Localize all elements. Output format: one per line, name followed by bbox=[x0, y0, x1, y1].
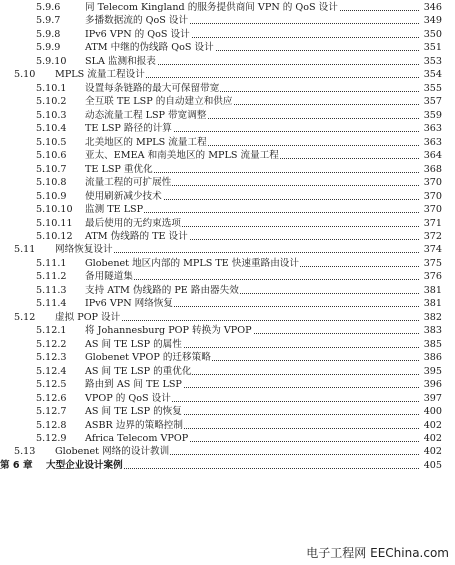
toc-page-number: 396 bbox=[420, 378, 442, 391]
toc-entry-number: 5.12.2 bbox=[36, 338, 67, 350]
toc-page-number: 364 bbox=[420, 149, 442, 162]
toc-subsection-entry[interactable] bbox=[0, 41, 455, 54]
toc-entry-title: ASBR 边界的策略控制 bbox=[85, 419, 183, 431]
toc-page-number: 376 bbox=[420, 270, 442, 283]
toc-entry-number: 5.9.9 bbox=[36, 42, 61, 54]
toc-entry-number: 5.11.2 bbox=[36, 271, 67, 283]
toc-section-entry[interactable] bbox=[0, 445, 455, 458]
toc-entry-number: 5.12.7 bbox=[36, 406, 67, 418]
toc-entry-title: SLA 监测和报表 bbox=[85, 55, 156, 67]
toc-entry-number: 5.12.9 bbox=[36, 433, 67, 444]
toc-entry-number: 5.13 bbox=[14, 446, 36, 458]
toc-page-number: 368 bbox=[420, 163, 442, 176]
toc-page-number: 402 bbox=[420, 432, 442, 445]
toc-section-entry[interactable] bbox=[0, 68, 455, 81]
toc-page-number: 355 bbox=[420, 82, 442, 95]
toc-entry-title: Globenet 网络的设计教训 bbox=[55, 446, 170, 458]
toc-entry-title: Globenet 地区内部的 MPLS TE 快速重路由设计 bbox=[85, 257, 299, 269]
toc-entry-number: 5.11.1 bbox=[36, 257, 67, 269]
toc-subsection-entry[interactable] bbox=[0, 217, 455, 230]
toc-subsection-entry[interactable] bbox=[0, 14, 455, 27]
toc-entry-title: 多播数据流的 QoS 设计 bbox=[85, 15, 189, 27]
toc-entry-title: 流量工程的可扩展性 bbox=[85, 177, 172, 189]
toc-section-entry[interactable] bbox=[0, 243, 455, 256]
toc-page-number: 354 bbox=[420, 68, 442, 81]
toc-entry-number: 5.12.1 bbox=[36, 325, 67, 337]
toc-entry-title: 路由到 AS 间 TE LSP bbox=[85, 379, 182, 391]
toc-page-number: 375 bbox=[420, 257, 442, 270]
toc-entry-title: 全互联 TE LSP 的自动建立和供应 bbox=[85, 96, 233, 108]
toc-subsection-entry[interactable] bbox=[0, 270, 455, 283]
toc-entry-number: 5.12.6 bbox=[36, 392, 67, 404]
toc-entry-number: 5.11.3 bbox=[36, 284, 67, 296]
toc-entry-title: 网络恢复设计 bbox=[55, 244, 113, 256]
toc-entry-number: 5.10.10 bbox=[36, 204, 73, 216]
toc-subsection-entry[interactable] bbox=[0, 1, 455, 14]
toc-subsection-entry[interactable] bbox=[0, 338, 455, 351]
toc-subsection-entry[interactable] bbox=[0, 163, 455, 176]
toc-entry-number: 5.10.3 bbox=[36, 109, 67, 121]
toc-entry-title: AS 间 TE LSP 的恢复 bbox=[85, 406, 182, 418]
toc-entry-title: 亚太、EMEA 和南美地区的 MPLS 流量工程 bbox=[85, 150, 279, 162]
toc-entry-title: IPv6 VPN 的 QoS 设计 bbox=[85, 28, 190, 40]
toc-entry-number: 5.12 bbox=[14, 311, 36, 323]
toc-entry-number: 5.10.8 bbox=[36, 177, 67, 189]
toc-page-number: 385 bbox=[420, 338, 442, 351]
toc-page-number: 405 bbox=[420, 459, 442, 472]
toc-page-number: 397 bbox=[420, 392, 442, 405]
toc-page-number: 381 bbox=[420, 297, 442, 310]
toc-subsection-entry[interactable] bbox=[0, 136, 455, 149]
toc-subsection-entry[interactable] bbox=[0, 149, 455, 162]
toc-entry-number: 5.10.11 bbox=[36, 217, 73, 229]
toc-subsection-entry[interactable] bbox=[0, 82, 455, 95]
toc-page-number: 363 bbox=[420, 136, 442, 149]
toc-page-number: 370 bbox=[420, 203, 442, 216]
toc-page-number: 383 bbox=[420, 324, 442, 337]
toc-subsection-entry[interactable] bbox=[0, 28, 455, 41]
toc-entry-number: 5.10.1 bbox=[36, 82, 67, 94]
toc-subsection-entry[interactable] bbox=[0, 284, 455, 297]
toc-entry-number: 5.10.6 bbox=[36, 150, 67, 162]
toc-entry-title: 北美地区的 MPLS 流量工程 bbox=[85, 136, 207, 148]
toc-page-number: 372 bbox=[420, 230, 442, 243]
toc-chapter-entry[interactable] bbox=[0, 459, 455, 472]
toc-entry-number: 5.9.7 bbox=[36, 15, 61, 27]
toc-page-number: 350 bbox=[420, 28, 442, 41]
toc-page-number: 353 bbox=[420, 55, 442, 68]
toc-entry-title: Africa Telecom VPOP bbox=[85, 433, 189, 444]
toc-subsection-entry[interactable] bbox=[0, 351, 455, 364]
toc-entry-title: 设置每条链路的最大可保留带宽 bbox=[85, 82, 220, 94]
toc-entry-number: 5.11.4 bbox=[36, 298, 67, 310]
toc-page-number: 370 bbox=[420, 190, 442, 203]
toc-subsection-entry[interactable] bbox=[0, 109, 455, 122]
toc-subsection-entry[interactable] bbox=[0, 324, 455, 337]
toc-entry-number: 5.9.6 bbox=[36, 2, 61, 13]
toc-entry-number: 5.9.8 bbox=[36, 28, 61, 40]
toc-subsection-entry[interactable] bbox=[0, 257, 455, 270]
toc-entry-title: Globenet VPOP 的迁移策略 bbox=[85, 352, 211, 364]
toc-subsection-entry[interactable] bbox=[0, 203, 455, 216]
toc-entry-number: 5.12.4 bbox=[36, 365, 67, 377]
toc-subsection-entry[interactable] bbox=[0, 95, 455, 108]
toc-entry-title: MPLS 流量工程设计 bbox=[55, 69, 145, 81]
toc-page-number: 402 bbox=[420, 419, 442, 432]
toc-entry-title: 支持 ATM 伪线路的 PE 路由器失效 bbox=[85, 284, 239, 296]
toc-entry-title: 将 Johannesburg POP 转换为 VPOP bbox=[85, 325, 252, 337]
toc-entry-title: TE LSP 路径的计算 bbox=[85, 123, 172, 135]
toc-section-entry[interactable] bbox=[0, 311, 455, 324]
toc-entry-title: AS 间 TE LSP 的属性 bbox=[85, 338, 182, 350]
toc-page-number: 357 bbox=[420, 95, 442, 108]
toc-entry-title: 监测 TE LSP bbox=[85, 204, 144, 216]
toc-page-number: 346 bbox=[420, 1, 442, 14]
toc-entry-number: 5.12.8 bbox=[36, 419, 67, 431]
toc-page-number: 349 bbox=[420, 14, 442, 27]
toc-entry-number: 5.10 bbox=[14, 69, 36, 81]
toc-subsection-entry[interactable] bbox=[0, 365, 455, 378]
toc-subsection-entry[interactable] bbox=[0, 432, 455, 445]
toc-entry-number: 5.10.4 bbox=[36, 123, 67, 135]
toc-entry-number: 5.11 bbox=[14, 244, 36, 256]
toc-entry-number: 5.12.3 bbox=[36, 352, 67, 364]
toc-entry-title: 虚拟 POP 设计 bbox=[55, 311, 121, 323]
toc-entry-number: 5.10.9 bbox=[36, 190, 67, 202]
toc-page-number: 363 bbox=[420, 122, 442, 135]
toc-page-number: 402 bbox=[420, 445, 442, 458]
toc-subsection-entry[interactable] bbox=[0, 190, 455, 203]
toc-subsection-entry[interactable] bbox=[0, 419, 455, 432]
toc-entry-title: TE LSP 重优化 bbox=[85, 163, 153, 175]
toc-entry-title: 最后使用的无约束选项 bbox=[85, 217, 181, 229]
toc-dot-leader bbox=[85, 270, 419, 280]
toc-subsection-entry[interactable] bbox=[0, 230, 455, 243]
toc-entry-title: 使用刷新减少技术 bbox=[85, 190, 162, 202]
watermark: 电子工程网 EEChina.com bbox=[306, 546, 449, 560]
toc-page-number: 351 bbox=[420, 41, 442, 54]
toc-entry-number: 5.9.10 bbox=[36, 55, 67, 67]
toc-page-number: 371 bbox=[420, 217, 442, 230]
toc-entry-number: 第 6 章 bbox=[0, 459, 33, 471]
toc-page-number: 370 bbox=[420, 176, 442, 189]
toc-page-number: 359 bbox=[420, 109, 442, 122]
toc-page-number: 382 bbox=[420, 311, 442, 324]
toc-entry-title: IPv6 VPN 网络恢复 bbox=[85, 298, 174, 310]
toc-page-number: 386 bbox=[420, 351, 442, 364]
toc-entry-title: 大型企业设计案例 bbox=[46, 459, 123, 471]
toc-subsection-entry[interactable] bbox=[0, 176, 455, 189]
toc-entry-title: ATM 中继的伪线路 QoS 设计 bbox=[85, 42, 214, 54]
toc-entry-title: 备用隧道集 bbox=[85, 271, 133, 283]
toc-subsection-entry[interactable] bbox=[0, 55, 455, 68]
toc-entry-number: 5.10.5 bbox=[36, 136, 67, 148]
toc-subsection-entry[interactable] bbox=[0, 297, 455, 310]
toc-subsection-entry[interactable] bbox=[0, 122, 455, 135]
toc-page-number: 395 bbox=[420, 365, 442, 378]
toc-entry-number: 5.12.5 bbox=[36, 379, 67, 391]
toc-page-number: 400 bbox=[420, 405, 442, 418]
toc-subsection-entry[interactable] bbox=[0, 378, 455, 391]
toc-entry-number: 5.10.7 bbox=[36, 163, 67, 175]
toc-subsection-entry[interactable] bbox=[0, 405, 455, 418]
table-of-contents bbox=[0, 1, 455, 472]
toc-entry-number: 5.10.2 bbox=[36, 96, 67, 108]
toc-entry-number: 5.10.12 bbox=[36, 230, 73, 242]
toc-page-number: 374 bbox=[420, 243, 442, 256]
toc-entry-title: 动态流量工程 LSP 带宽调整 bbox=[85, 109, 207, 121]
toc-entry-title: AS 间 TE LSP 的重优化 bbox=[85, 365, 192, 377]
toc-entry-title: VPOP 的 QoS 设计 bbox=[85, 392, 171, 404]
toc-subsection-entry[interactable] bbox=[0, 392, 455, 405]
toc-entry-title: ATM 伪线路的 TE 设计 bbox=[85, 230, 188, 242]
toc-page-number: 381 bbox=[420, 284, 442, 297]
toc-entry-title: 同 Telecom Kingland 的服务提供商间 VPN 的 QoS 设计 bbox=[85, 2, 338, 13]
